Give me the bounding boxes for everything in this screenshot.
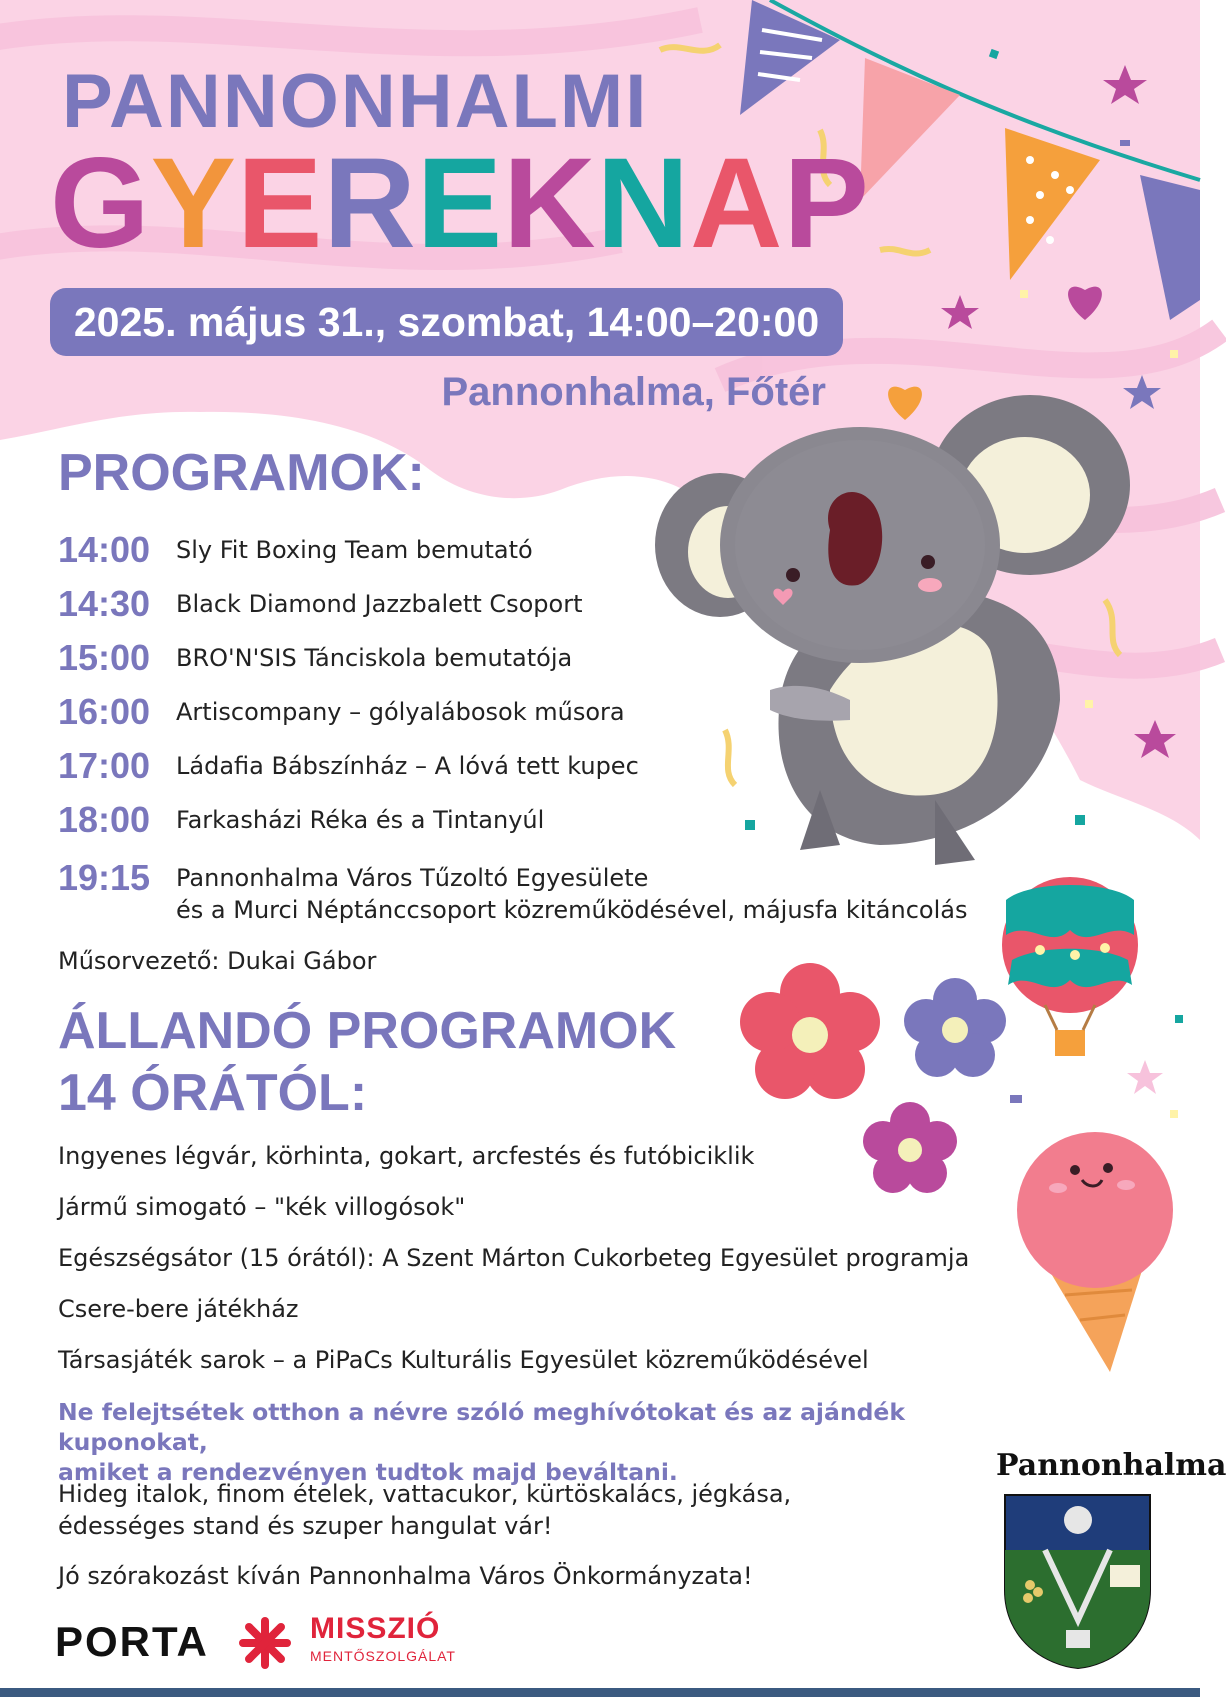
info-line-2: édességes stand és szuper hangulat vár! [58, 1512, 553, 1540]
program-time: 16:00 [58, 691, 151, 732]
program-description [176, 746, 639, 782]
host-line: Műsorvezető: Dukai Gábor [58, 947, 377, 975]
purple-heart [1068, 287, 1102, 320]
program-time: 14:00 [58, 529, 151, 570]
program-description [176, 692, 625, 728]
program-description-line: BRO'N'SIS Tánciskola bemutatója [176, 644, 573, 672]
crest-title: Pannonhalma [996, 1448, 1226, 1483]
program-row [58, 746, 639, 786]
program-time: 14:30 [58, 583, 151, 624]
program-time: 19:15 [58, 857, 151, 898]
program-row [58, 858, 967, 926]
program-description-line: Pannonhalma Város Tűzoltó Egyesülete [176, 864, 649, 892]
title-letter: P [783, 132, 870, 275]
permanent-item: Jármű simogató – "kék villogósok" [58, 1193, 466, 1221]
permanent-heading-line2: 14 ÓRÁTÓL: [58, 1064, 368, 1122]
title-letter: E [236, 132, 324, 275]
info-line-1: Hideg italok, finom ételek, vattacukor, kürtöskalács, jégkása, [58, 1480, 792, 1508]
program-time: 15:00 [58, 637, 151, 678]
title-letter: E [416, 132, 504, 275]
missio-logo-subtitle: MENTŐSZOLGÁLAT [310, 1648, 456, 1664]
date-banner: 2025. május 31., szombat, 14:00–20:00 [50, 288, 843, 356]
title-letter: A [690, 132, 784, 275]
program-description [176, 530, 533, 566]
note-line-1: Ne felejtsétek otthon a névre szóló meghívótokat és az ajándék kuponokat, [58, 1398, 905, 1456]
program-description [176, 584, 583, 620]
missio-logo-title: MISSZIÓ [310, 1612, 441, 1645]
pannonhalma-crest [1005, 1495, 1150, 1668]
permanent-item: Egészségsátor (15 órától): A Szent Márton Cukorbeteg Egyesület programja [58, 1244, 970, 1272]
permanent-item: Csere-bere játékház [58, 1295, 299, 1323]
title-letter: Y [150, 132, 237, 275]
title-letter: R [323, 132, 417, 275]
missio-icon [243, 1621, 287, 1665]
program-description [176, 800, 544, 836]
program-row [58, 800, 544, 840]
program-description-line: Ládafia Bábszínház – A lóvá tett kupec [176, 752, 639, 780]
title-main [50, 132, 870, 275]
porta-logo: PORTA [55, 1618, 209, 1665]
program-time: 17:00 [58, 745, 151, 786]
permanent-heading-line1: ÁLLANDÓ PROGRAMOK [58, 1002, 677, 1060]
title-letter: K [503, 132, 597, 275]
program-description-line: Black Diamond Jazzbalett Csoport [176, 590, 583, 618]
programs-heading: PROGRAMOK: [58, 444, 425, 502]
title-letter: G [50, 132, 151, 275]
note-line-2: amiket a rendezvényen tudtok majd beváltani. [58, 1458, 678, 1486]
program-description [176, 858, 967, 926]
permanent-item: Ingyenes légvár, körhinta, gokart, arcfestés és futóbiciklik [58, 1142, 755, 1170]
program-row [58, 584, 583, 624]
footer-stripe [0, 1688, 1200, 1697]
info-paragraph [58, 1478, 791, 1542]
location: Pannonhalma, Főtér [441, 370, 826, 414]
title-top: PANNONHALMI [62, 59, 649, 144]
program-row [58, 692, 625, 732]
orange-heart [888, 387, 922, 420]
program-row [58, 638, 572, 678]
title-letter: N [596, 132, 690, 275]
program-description-line: Farkasházi Réka és a Tintanyúl [176, 806, 545, 834]
program-row [58, 530, 533, 570]
program-time: 18:00 [58, 799, 151, 840]
closing-line: Jó szórakozást kíván Pannonhalma Város Önkormányzata! [58, 1562, 753, 1590]
program-description-line: és a Murci Néptánccsoport közreműködésével, májusfa kitáncolás [176, 896, 968, 924]
permanent-item: Társasjáték sarok – a PiPaCs Kulturális Egyesület közreműködésével [58, 1346, 869, 1374]
invitation-note [58, 1397, 1038, 1487]
program-description [176, 638, 572, 674]
program-description-line: Artiscompany – gólyalábosok műsora [176, 698, 625, 726]
program-description-line: Sly Fit Boxing Team bemutató [176, 536, 533, 564]
